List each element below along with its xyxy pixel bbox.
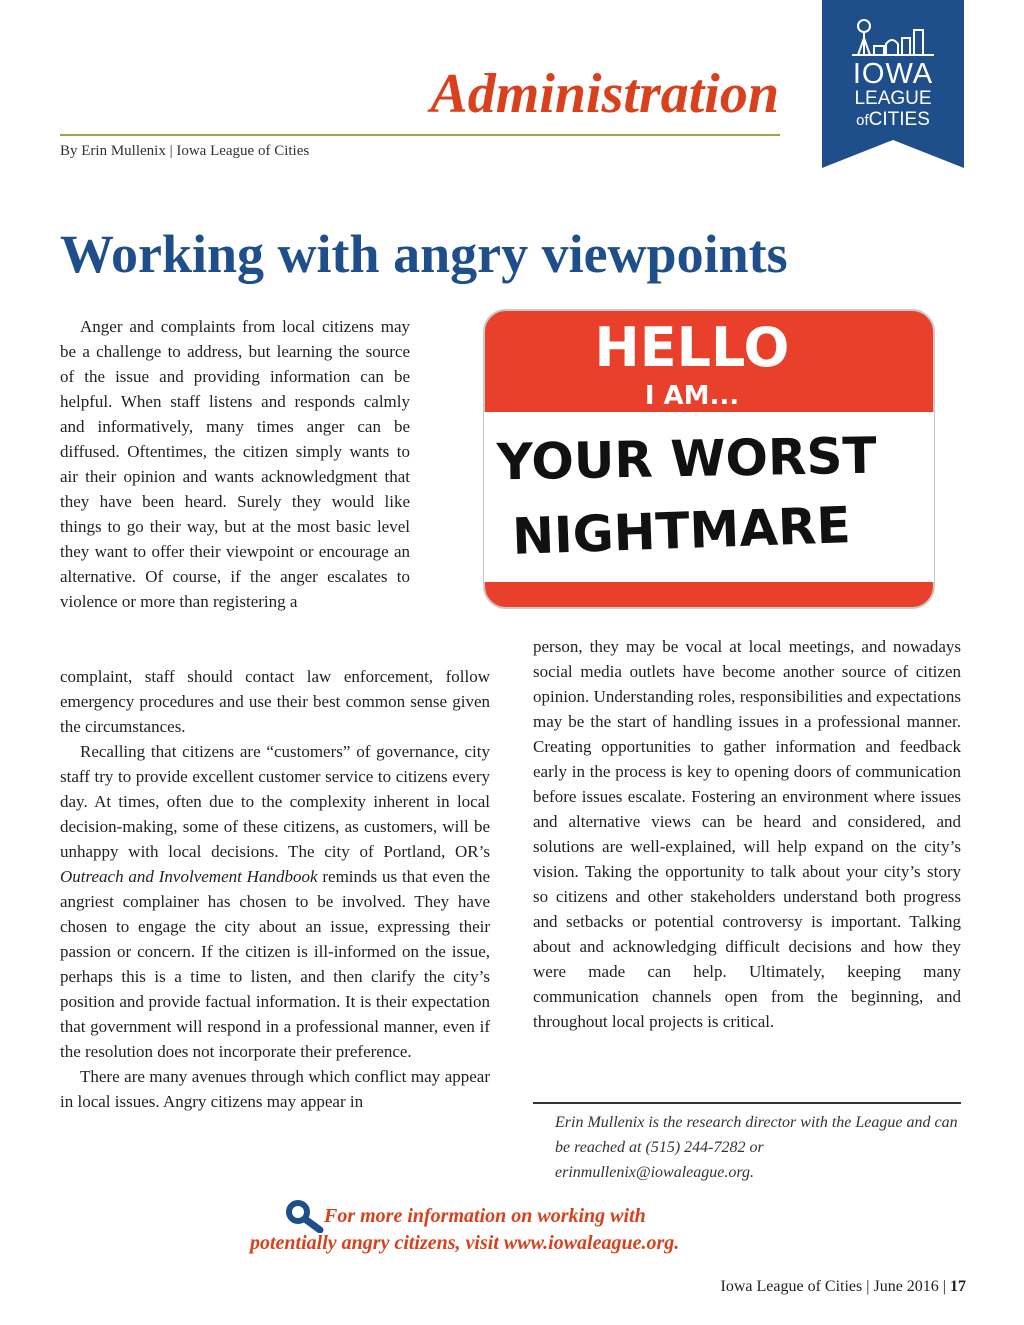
paragraph-2: Recalling that citizens are “customers” of governance, city staff try to provide excellent customer service to citizens every day. At times, often due to the complexity inherent in local decision-making, some of these citizens, as customers, will be unhappy with local decisions. The city of Portland, OR’s Outreach and Involvement Handbook reminds us that even the angriest complainer has chosen to be involved. They have chosen to engage the city about an issue, expressing their passion or concern. If the citizen is ill-informed on the issue, perhaps this is a time to listen, and then clarify the city’s position and provide factual information. It is their expectation that government will respond in a professional manner, even if the resolution does not incorporate their preference. bbox=[60, 742, 490, 1061]
magnifier-icon bbox=[284, 1199, 326, 1233]
article-intro-column bbox=[60, 314, 410, 614]
paragraph-intro: Anger and complaints from local citizens may be a challenge to address, but learning the source of the issue and providing information can be helpful. When staff listens and responds calmly and informatively, many times anger can be diffused. Oftentimes, the citizen simply wants to air their opinion and wants acknowledgment that they have been heard. Surely they would like things to go their way, but at the most basic level they want to offer their viewpoint or encourage an alternative. Of course, if the anger escalates to violence or more than registering a bbox=[60, 317, 410, 611]
paragraph-3-continued: person, they may be vocal at local meetings, and nowadays social media outlets have become another source of citizen opinion. Understanding roles, responsibilities and expectations may be the start of handling issues in a professional manner. Creating opportunities to gather information and feedback early in the process is key to opening doors of communication before issues escalate. Fostering an environment where issues and alternative views can be heard and considered, and solutions are well-explained, will help expand on the city’s vision. Taking the opportunity to talk about your city’s story so citizens and other stakeholders understand both progress and setbacks or potential controversy is important. Talking about and acknowledging difficult decisions and how they were made can help. Ultimately, keeping many communication channels open from the beginning, and throughout local projects is critical. bbox=[533, 637, 961, 1031]
sticker-nightmare-text: NIGHTMARE bbox=[511, 496, 852, 566]
more-info-line-1: For more information on working with bbox=[324, 1205, 646, 1227]
iowa-league-logo bbox=[822, 0, 964, 168]
paragraph-1-end: complaint, staff should contact law enforcement, follow emergency procedures and use their best common sense given the circumstances. bbox=[60, 667, 490, 736]
title-divider bbox=[60, 134, 780, 136]
logo-cities: ofCITIES bbox=[856, 109, 930, 130]
article-left-column bbox=[60, 664, 490, 1114]
page-footer bbox=[721, 1278, 966, 1296]
sticker-hello-text: HELLO bbox=[594, 316, 790, 379]
bio-divider bbox=[533, 1102, 961, 1104]
paragraph-3-start: There are many avenues through which conflict may appear in local issues. Angry citizens may appear in bbox=[60, 1067, 490, 1111]
handbook-title: Outreach and Involvement Handbook bbox=[60, 867, 318, 886]
hello-i-am-sticker-image bbox=[482, 308, 936, 610]
footer-publication: Iowa League of Cities | June 2016 | bbox=[720, 1278, 946, 1295]
logo-league: LEAGUE bbox=[854, 88, 932, 109]
more-info-line-2: potentially angry citizens, visit www.iowaleague.org. bbox=[250, 1232, 680, 1254]
logo-iowa: IOWA bbox=[852, 58, 934, 90]
section-title: Administration bbox=[430, 63, 779, 125]
byline: By Erin Mullenix | Iowa League of Cities bbox=[60, 143, 310, 159]
sticker-i-am-text: I AM... bbox=[644, 381, 740, 411]
page-number: 17 bbox=[950, 1278, 966, 1295]
article-right-column bbox=[533, 634, 961, 1034]
author-bio-text: Erin Mullenix is the research director with the League and can be reached at (515) 244-7282 or erinmullenix@iowaleague.org. bbox=[555, 1114, 958, 1181]
sticker-your-worst-text: YOUR WORST bbox=[496, 426, 878, 492]
article-headline: Working with angry viewpoints bbox=[60, 224, 788, 284]
author-bio bbox=[533, 1110, 961, 1185]
